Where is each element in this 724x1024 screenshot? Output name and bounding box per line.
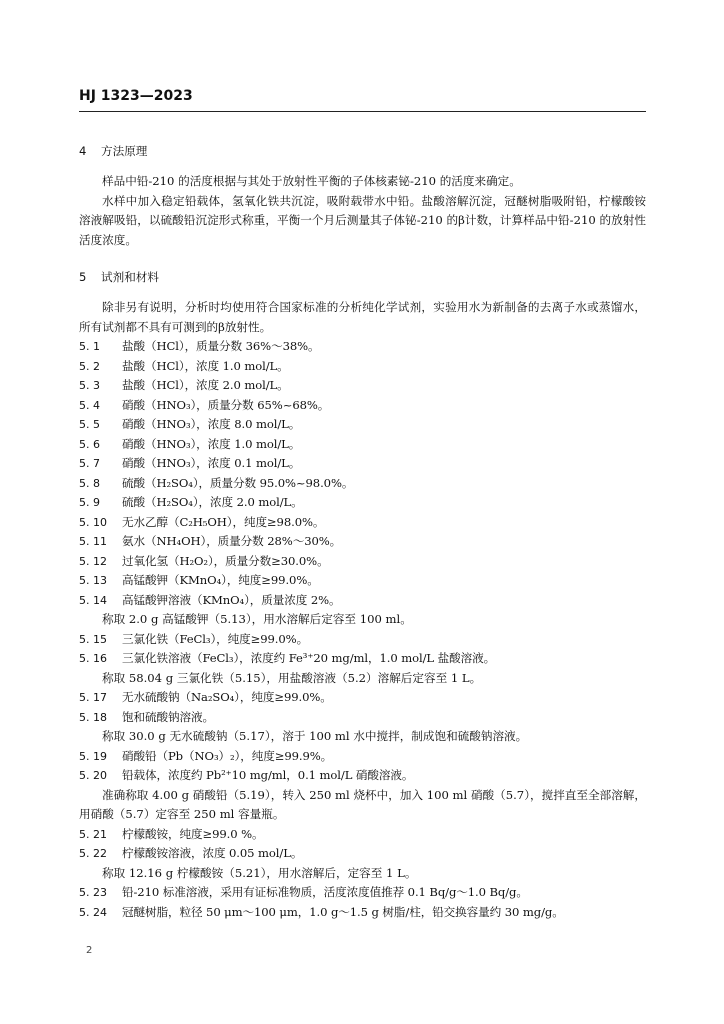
section-heading	[79, 140, 646, 162]
item-text: 硝酸（HNO₃），浓度 8.0 mol/L。	[122, 417, 301, 431]
section-title: 方法原理	[101, 144, 148, 158]
reagent-item	[79, 513, 646, 533]
reagent-item	[79, 337, 646, 357]
preparation-note: 称取 2.0 g 高锰酸钾（5.13），用水溶解后定容至 100 ml。	[102, 612, 412, 626]
reagent-item	[79, 474, 646, 494]
paragraph: 除非另有说明，分析时均使用符合国家标准的分析纯化学试剂，实验用水为新制备的去离子水或蒸馏水，所有试剂都不具有可测到的β放射性。	[79, 300, 646, 334]
reagent-item	[79, 454, 646, 474]
item-number: 5. 17	[79, 691, 107, 704]
reagent-item	[79, 688, 646, 708]
reagent-item	[79, 591, 646, 611]
item-text: 氨水（NH₄OH），质量分数 28%～30%。	[122, 534, 342, 548]
section-heading	[79, 266, 646, 288]
item-text: 硝酸（HNO₃），浓度 1.0 mol/L。	[122, 436, 301, 451]
reagent-item	[79, 435, 646, 455]
item-text: 柠檬酸铵，纯度≥99.0 %。	[122, 826, 264, 841]
item-text: 盐酸（HCl），质量分数 36%～38%。	[122, 339, 320, 353]
paragraph: 样品中铅-210 的活度根据与其处于放射性平衡的子体核素铋-210 的活度来确定。	[102, 174, 521, 188]
item-number: 5. 4	[79, 398, 100, 412]
section-title: 试剂和材料	[101, 270, 159, 284]
item-text: 无水乙醇（C₂H₅OH），纯度≥98.0%。	[122, 514, 325, 529]
item-number: 5. 13	[79, 574, 107, 587]
item-number: 5. 9	[79, 496, 100, 509]
page-number: 2	[86, 945, 93, 956]
item-text: 盐酸（HCl），浓度 2.0 mol/L。	[122, 378, 289, 392]
item-number: 5. 11	[79, 535, 107, 548]
item-number: 5. 6	[79, 437, 100, 451]
item-text: 高锰酸钾（KMnO₄），纯度≥99.0%。	[122, 573, 319, 587]
item-text: 硝酸铅（Pb（NO₃）₂），纯度≥99.9%。	[122, 748, 333, 763]
item-text: 过氧化氢（H₂O₂），质量分数≥30.0%。	[122, 553, 329, 568]
standard-number: HJ 1323—2023	[79, 88, 193, 104]
item-number: 5. 5	[79, 418, 100, 431]
reagent-item	[79, 747, 646, 767]
item-text: 三氯化铁溶液（FeCl₃），浓度约 Fe³⁺20 mg/ml，1.0 mol/L 盐酸溶液。	[122, 651, 496, 665]
item-text: 铅-210 标准溶液，采用有证标准物质，活度浓度值推荐 0.1 Bq/g～1.0 Bq/g。	[122, 885, 528, 899]
item-text: 三氯化铁（FeCl₃），纯度≥99.0%。	[122, 631, 309, 646]
item-number: 5. 8	[79, 476, 100, 490]
item-text: 饱和硫酸钠溶液。	[122, 709, 214, 724]
item-text: 柠檬酸铵溶液，浓度 0.05 mol/L。	[122, 846, 303, 860]
item-number: 5. 20	[79, 769, 107, 782]
item-number: 5. 3	[79, 379, 100, 392]
reagent-item	[79, 415, 646, 435]
preparation-note: 称取 12.16 g 柠檬酸铵（5.21），用水溶解后，定容至 1 L。	[102, 865, 417, 880]
reagent-item	[79, 903, 646, 923]
item-text: 高锰酸钾溶液（KMnO₄），质量浓度 2%。	[122, 592, 341, 607]
item-number: 5. 12	[79, 554, 107, 568]
reagent-item	[79, 883, 646, 903]
reagent-item	[79, 708, 646, 728]
item-text: 盐酸（HCl），浓度 1.0 mol/L。	[122, 358, 289, 373]
item-number: 5. 10	[79, 515, 107, 529]
preparation-note: 准确称取 4.00 g 硝酸铅（5.19），转入 250 ml 烧杯中，加入 100 ml 硝酸（5.7），搅拌直至全部溶解，用硝酸（5.7）定容至 250 ml 容量瓶。	[79, 787, 646, 821]
item-number: 5. 14	[79, 593, 107, 607]
item-text: 硝酸（HNO₃），浓度 0.1 mol/L。	[122, 456, 301, 470]
paragraph: 水样中加入稳定铅载体，氢氧化铁共沉淀，吸附载带水中铅。盐酸溶解沉淀，冠醚树脂吸附铅，柠檬酸铵溶液解吸铅，以硫酸铅沉淀形式称重，平衡一个月后测量其子体铋-210 的β计数，计算样品中铅-210 的放射性活度浓度。	[79, 193, 646, 247]
reagent-item	[79, 376, 646, 396]
preparation-note: 称取 30.0 g 无水硫酸钠（5.17），溶于 100 ml 水中搅拌，制成饱和硫酸钠溶液。	[102, 729, 528, 743]
item-number: 5. 2	[79, 359, 100, 373]
item-text: 铅载体，浓度约 Pb²⁺10 mg/ml，0.1 mol/L 硝酸溶液。	[122, 768, 414, 782]
item-number: 5. 22	[79, 847, 107, 860]
item-text: 无水硫酸钠（Na₂SO₄），纯度≥99.0%。	[122, 690, 332, 704]
item-number: 5. 15	[79, 632, 107, 646]
document-body	[79, 140, 646, 922]
reagent-item	[79, 532, 646, 552]
reagent-item	[79, 630, 646, 650]
item-number: 5. 1	[79, 340, 100, 353]
item-text: 硫酸（H₂SO₄），浓度 2.0 mol/L。	[122, 495, 303, 509]
reagent-item	[79, 396, 646, 416]
reagent-item	[79, 357, 646, 377]
reagent-item	[79, 552, 646, 572]
reagent-item	[79, 844, 646, 864]
item-number: 5. 24	[79, 905, 107, 919]
item-text: 硫酸（H₂SO₄），质量分数 95.0%~98.0%。	[122, 475, 354, 490]
item-number: 5. 19	[79, 749, 107, 763]
item-number: 5. 23	[79, 886, 107, 899]
reagent-list	[79, 337, 646, 922]
reagent-item	[79, 766, 646, 786]
item-text: 冠醚树脂，粒径 50 μm～100 μm，1.0 g～1.5 g 树脂/柱，铅交换容量约 30 mg/g。	[122, 904, 564, 919]
reagent-item	[79, 825, 646, 845]
item-number: 5. 18	[79, 710, 107, 724]
item-text: 硝酸（HNO₃），质量分数 65%~68%。	[122, 397, 330, 412]
reagent-item	[79, 493, 646, 513]
reagent-item	[79, 571, 646, 591]
item-number: 5. 7	[79, 457, 100, 470]
preparation-note: 称取 58.04 g 三氯化铁（5.15），用盐酸溶液（5.2）溶解后定容至 1 L。	[102, 670, 482, 685]
section-number: 4	[79, 144, 87, 158]
item-number: 5. 16	[79, 652, 107, 665]
reagent-item	[79, 649, 646, 669]
section-number: 5	[79, 270, 87, 284]
item-number: 5. 21	[79, 827, 107, 841]
header-rule	[79, 111, 646, 112]
